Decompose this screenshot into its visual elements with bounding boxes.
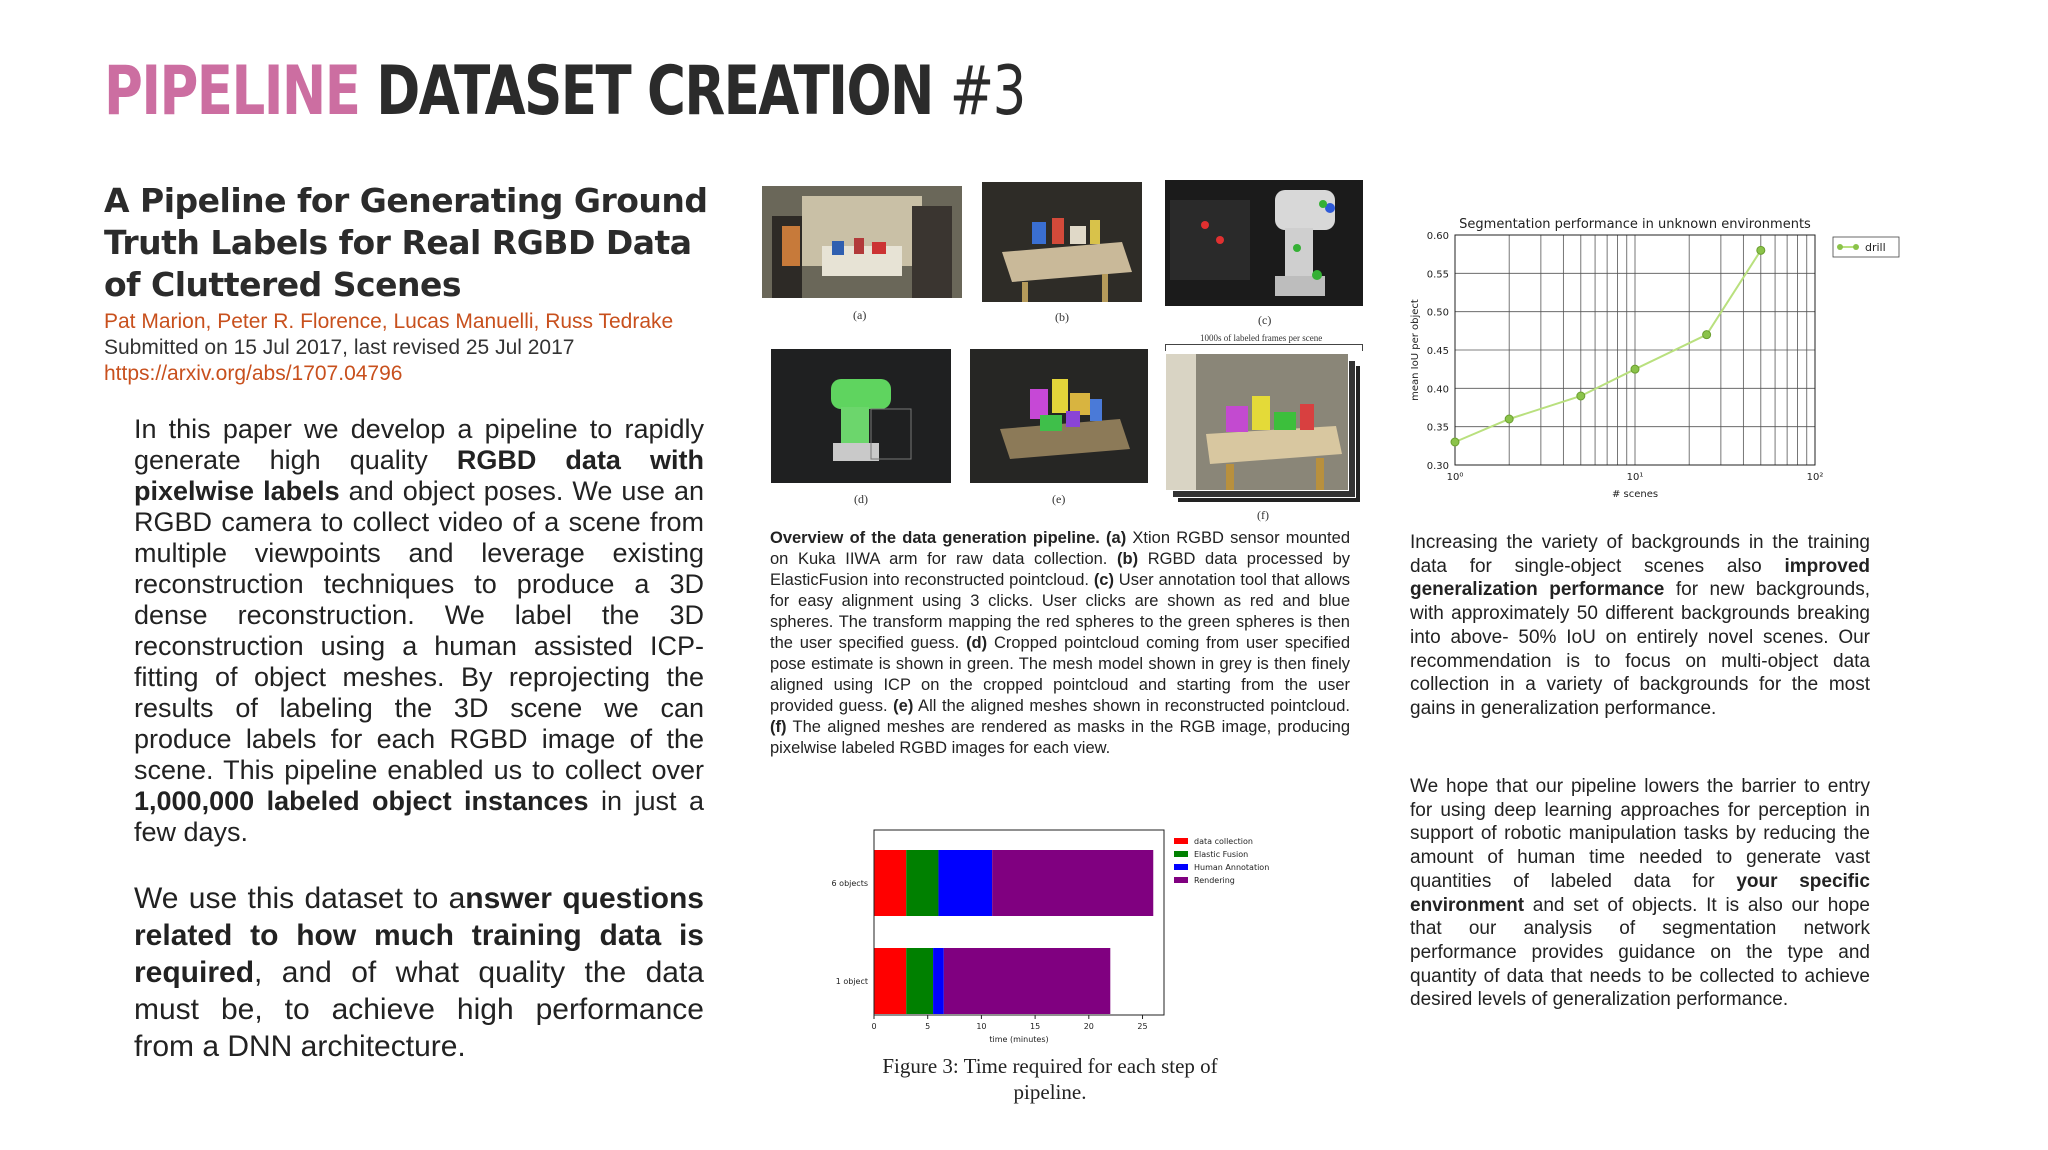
y-tick-label: 0.35 bbox=[1426, 422, 1449, 434]
overview-caption bbox=[770, 528, 1350, 759]
slide-title-main: DATASET CREATION bbox=[376, 52, 933, 131]
data-point bbox=[1757, 246, 1765, 254]
abstract-paragraph bbox=[134, 414, 704, 848]
bar-segment bbox=[944, 948, 1110, 1014]
y-tick-label: 0.45 bbox=[1426, 346, 1449, 357]
y-tick-label: 0.55 bbox=[1426, 269, 1449, 281]
caption-bold: (b) bbox=[1117, 550, 1139, 568]
bar-segment bbox=[906, 948, 933, 1014]
figure-panel-f bbox=[1165, 353, 1349, 491]
figure-label-e: (e) bbox=[1052, 492, 1066, 506]
legend-label: Rendering bbox=[1194, 876, 1235, 885]
legend-label: Elastic Fusion bbox=[1194, 850, 1249, 859]
right-text: and set of objects. It is also our hope that our analysis of segmentation network performance provides guidance on the type and quantity of data that needs to be collected to achieve desired levels of generalization performance. bbox=[1410, 894, 1870, 1011]
figure-label-b: (b) bbox=[1055, 310, 1069, 324]
conclusion-paragraph bbox=[1410, 775, 1870, 1012]
paper-authors: Pat Marion, Peter R. Florence, Lucas Manuelli, Russ Tedrake bbox=[104, 310, 674, 333]
y-tick-label: 0.40 bbox=[1426, 384, 1449, 396]
annotation-tool-icon bbox=[1165, 180, 1363, 306]
figure-panel-c bbox=[1165, 180, 1363, 306]
x-tick-label: 25 bbox=[1137, 1022, 1148, 1031]
x-tick-label: 10 bbox=[976, 1022, 987, 1031]
data-point bbox=[1577, 392, 1585, 400]
x-tick-label: 10² bbox=[1806, 472, 1824, 483]
x-tick-label: 5 bbox=[925, 1022, 931, 1031]
frames-annotation: 1000s of labeled frames per scene bbox=[1200, 333, 1323, 343]
right-text: Increasing the variety of backgrounds in the training data for single-object scenes also bbox=[1410, 532, 1870, 577]
series-line-drill bbox=[1455, 250, 1761, 442]
bar-segment bbox=[874, 948, 906, 1014]
bar-segment bbox=[933, 948, 944, 1014]
right-text: We hope that our pipeline lowers the barrier to entry for using deep learning approaches for perception in support of robotic manipulation tasks by reducing the amount of human time needed to generate vast quantities of labeled data for bbox=[1410, 776, 1870, 892]
x-tick-label: 10⁰ bbox=[1446, 472, 1464, 483]
x-tick-label: 20 bbox=[1083, 1022, 1094, 1031]
data-point bbox=[1703, 331, 1711, 339]
arxiv-link[interactable]: https://arxiv.org/abs/1707.04796 bbox=[104, 362, 403, 385]
dataset-use-text: , and of what quality the data must be, to achieve high performance from a DNN architecture. bbox=[134, 956, 704, 1063]
aligned-meshes-icon bbox=[970, 349, 1148, 483]
legend-swatch bbox=[1174, 838, 1188, 844]
caption-text: The aligned meshes are rendered as masks in the RGB image, producing pixelwise labeled RGBD images for each view. bbox=[770, 718, 1350, 757]
figure-label-f: (f) bbox=[1257, 508, 1269, 522]
legend-marker bbox=[1837, 244, 1843, 250]
robot-arm-photo-icon bbox=[762, 186, 962, 298]
x-tick-label: 0 bbox=[871, 1022, 877, 1031]
legend-swatch bbox=[1174, 864, 1188, 870]
caption-text: RGBD data processed by ElasticFusion into reconstructed pointcloud. bbox=[770, 550, 1350, 589]
x-tick-label: 10¹ bbox=[1626, 472, 1644, 483]
legend-label: drill bbox=[1865, 241, 1886, 254]
x-axis-label: # scenes bbox=[1611, 489, 1659, 500]
y-axis-label: mean IoU per object bbox=[1410, 299, 1421, 401]
figure-panel-e bbox=[970, 349, 1148, 483]
bar-segment bbox=[874, 850, 906, 916]
caption-bold: (f) bbox=[770, 718, 787, 736]
right-bold: your specific environment bbox=[1410, 870, 1870, 916]
figure-panel-d bbox=[771, 349, 951, 483]
frames-bracket bbox=[1165, 344, 1363, 351]
time-chart bbox=[820, 820, 1300, 1050]
legend-swatch bbox=[1174, 877, 1188, 883]
legend-label: data collection bbox=[1194, 837, 1253, 846]
abstract-text: In this paper we develop a pipeline to rapidly generate high quality bbox=[134, 414, 704, 475]
abstract-text: and object poses. We use an RGBD camera to collect video of a scene from multiple viewpoints and leverage existing reconstruction techniques to produce a 3D dense reconstruction. We label the 3D reconstruction using a human assisted ICP-fitting of object meshes. By reprojecting the results of labeling the 3D scene we can produce labels for each RGBD image of the scene. This pipeline enabled us to collect over bbox=[134, 476, 705, 785]
y-tick-label: 0.50 bbox=[1426, 307, 1449, 319]
time-chart-caption: Figure 3: Time required for each step of pipeline. bbox=[882, 1054, 1218, 1104]
rendered-masks-icon bbox=[1166, 354, 1348, 490]
caption-text: Cropped pointcloud coming from user specified pose estimate is shown in green. The mesh model shown in grey is then finely aligned using ICP on the cropped pointcloud and starting from the user provided guess. bbox=[770, 634, 1350, 715]
bar-segment bbox=[906, 850, 938, 916]
figure-panel-b bbox=[982, 182, 1142, 302]
caption-bold: (e) bbox=[893, 697, 914, 715]
legend-label: Human Annotation bbox=[1194, 863, 1270, 872]
backgrounds-paragraph bbox=[1410, 531, 1870, 721]
data-point bbox=[1505, 415, 1513, 423]
category-label: 1 object bbox=[835, 977, 868, 986]
caption-text: User annotation tool that allows for easy alignment using 3 clicks. User clicks are shown as red and blue spheres. The transform mapping the red spheres to the green spheres is then the user specified guess. bbox=[770, 571, 1350, 652]
legend-swatch bbox=[1174, 851, 1188, 857]
caption-bold: Overview of the data generation pipeline. (a) bbox=[770, 529, 1127, 547]
right-bold: improved generalization performance bbox=[1410, 555, 1870, 601]
caption-text: All the aligned meshes shown in reconstructed pointcloud. bbox=[913, 697, 1351, 715]
caption-bold: (d) bbox=[966, 634, 988, 652]
abstract-bold: RGBD data with pixelwise labels bbox=[134, 445, 704, 506]
slide-title-accent: PIPELINE bbox=[104, 52, 360, 131]
y-tick-label: 0.60 bbox=[1426, 231, 1449, 242]
figure-panel-a bbox=[762, 186, 962, 298]
slide-title bbox=[104, 52, 1025, 132]
dataset-use-bold: nswer questions related to how much training data is required bbox=[134, 882, 704, 989]
abstract-text: in just a few days. bbox=[134, 786, 704, 847]
data-point bbox=[1451, 438, 1459, 446]
bar-segment bbox=[938, 850, 992, 916]
segmentation-chart bbox=[1400, 210, 1900, 510]
caption-text: Xtion RGBD sensor mounted on Kuka IIWA arm for raw data collection. bbox=[770, 529, 1350, 568]
slide-title-number: #3 bbox=[949, 52, 1025, 131]
right-text: for new backgrounds, with approximately 50 different backgrounds breaking into above- 50% IoU on entirely novel scenes. Our recommendation is to focus on multi-object data collection in a variety of backgrounds for the most gains in generalization performance. bbox=[1410, 579, 1870, 719]
dataset-use-paragraph bbox=[134, 880, 704, 1065]
x-tick-label: 15 bbox=[1030, 1022, 1041, 1031]
figure-label-c: (c) bbox=[1258, 313, 1272, 327]
paper-title: A Pipeline for Generating Ground Truth Labels for Real RGBD Data of Cluttered Scenes bbox=[104, 181, 708, 304]
figure-label-d: (d) bbox=[854, 492, 868, 506]
category-label: 6 objects bbox=[831, 879, 868, 888]
caption-bold: (c) bbox=[1093, 571, 1114, 589]
data-point bbox=[1631, 365, 1639, 373]
bar-segment bbox=[992, 850, 1153, 916]
chart-title: Segmentation performance in unknown environments bbox=[1459, 217, 1811, 232]
dataset-use-text: We use this dataset to a bbox=[134, 882, 466, 915]
figure-label-a: (a) bbox=[853, 308, 867, 322]
abstract-bold: 1,000,000 labeled object instances bbox=[134, 786, 589, 816]
x-axis-label: time (minutes) bbox=[989, 1035, 1049, 1044]
cropped-pointcloud-icon bbox=[771, 349, 951, 483]
pointcloud-scene-icon bbox=[982, 182, 1142, 302]
legend-marker bbox=[1853, 244, 1859, 250]
paper-submitted-date: Submitted on 15 Jul 2017, last revised 25 Jul 2017 bbox=[104, 336, 575, 359]
y-tick-label: 0.30 bbox=[1426, 461, 1449, 472]
